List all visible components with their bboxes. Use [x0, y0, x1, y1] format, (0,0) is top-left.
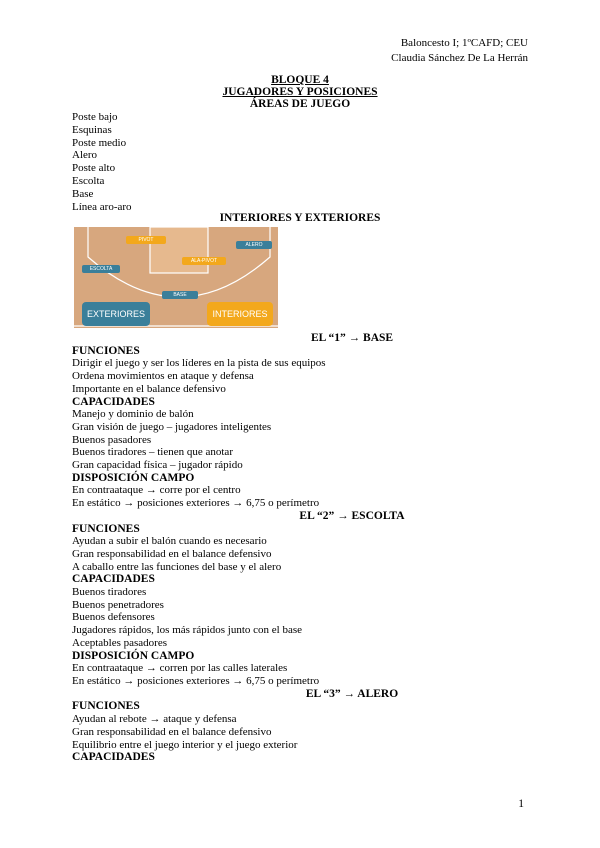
section-title: EL “1” → BASE: [310, 332, 394, 344]
funciones-heading: FUNCIONES: [72, 522, 140, 535]
list-item: Buenos tiradores – tienen que anotar: [72, 446, 233, 459]
court-diagram: [74, 227, 278, 328]
escolta-chip: ESCOLTA: [82, 265, 120, 273]
interiores-label: INTERIORES: [207, 302, 273, 326]
alero-chip: ALERO: [236, 241, 272, 249]
list-item: Línea aro-aro: [72, 200, 132, 213]
list-item: Buenos defensores: [72, 611, 155, 624]
list-item: Gran capacidad física – jugador rápido: [72, 459, 243, 472]
base-chip: BASE: [162, 291, 198, 299]
pivot-chip: PIVOT: [126, 236, 166, 244]
list-item: Gran visión de juego – jugadores inteligentes: [72, 420, 272, 433]
section-title: EL “3” → ALERO: [305, 687, 399, 700]
list-item: A caballo entre las funciones del base y el alero: [72, 560, 282, 573]
capacidades-heading: CAPACIDADES: [72, 573, 155, 586]
page-number: 1: [518, 798, 524, 810]
list-item: Manejo y dominio de balón: [72, 408, 194, 421]
list-item: Buenos pasadores: [72, 433, 152, 446]
disposicion-heading: DISPOSICIÓN CAMPO: [72, 649, 195, 662]
bloque-title: BLOQUE 4: [271, 74, 329, 86]
capacidades-heading: CAPACIDADES: [72, 395, 155, 408]
funciones-heading: FUNCIONES: [72, 344, 140, 357]
list-item: Esquinas: [72, 123, 112, 136]
list-item: Dirigir el juego y ser los líderes en la pista de sus equipos: [72, 357, 326, 370]
list-item: En contraataque → corren por las calles laterales: [72, 662, 288, 675]
jugadores-title: JUGADORES Y POSICIONES: [222, 86, 378, 98]
list-item: Poste bajo: [72, 111, 118, 123]
areas-list: [72, 111, 132, 213]
list-item: Jugadores rápidos, los más rápidos junto con el base: [72, 624, 303, 637]
list-item: Escolta: [72, 174, 105, 187]
list-item: Poste medio: [72, 136, 127, 149]
funciones-heading: FUNCIONES: [72, 700, 140, 713]
exteriores-label: EXTERIORES: [82, 302, 150, 326]
header-author: Claudia Sánchez De La Herrán: [391, 52, 528, 64]
section-base: [72, 332, 532, 764]
document-titles: [0, 74, 600, 110]
list-item: Base: [72, 187, 94, 200]
areas-title: ÁREAS DE JUEGO: [249, 98, 351, 110]
int-ext-title: INTERIORES Y EXTERIORES: [219, 212, 381, 224]
list-item: Aceptables pasadores: [72, 636, 167, 649]
list-item: En estático → posiciones exteriores → 6,75 o perímetro: [72, 674, 320, 687]
list-item: Ayudan a subir el balón cuando es necesario: [72, 535, 267, 548]
list-item: Importante en el balance defensivo: [72, 382, 226, 395]
list-item: En contraataque → corre por el centro: [72, 484, 241, 497]
list-item: Gran responsabilidad en el balance defensivo: [72, 547, 272, 560]
page-header: [391, 36, 528, 66]
list-item: Buenos penetradores: [72, 598, 164, 611]
disposicion-heading: DISPOSICIÓN CAMPO: [72, 471, 195, 484]
ala-pivot-chip: ALA-PIVOT: [182, 257, 226, 265]
header-course: Baloncesto I; 1ºCAFD; CEU: [400, 37, 528, 49]
list-item: En estático → posiciones exteriores → 6,75 o perímetro: [72, 497, 320, 510]
section-title: EL “2” → ESCOLTA: [299, 509, 405, 522]
list-item: Buenos tiradores: [72, 586, 147, 599]
list-item: Poste alto: [72, 162, 116, 175]
capacidades-heading: CAPACIDADES: [72, 751, 155, 764]
list-item: Ordena movimientos en ataque y defensa: [72, 370, 254, 383]
list-item: Ayudan al rebote → ataque y defensa: [72, 713, 237, 726]
list-item: Gran responsabilidad en el balance defensivo: [72, 725, 272, 738]
list-item: Alero: [72, 149, 98, 162]
list-item: Equilibrio entre el juego interior y el juego exterior: [72, 738, 298, 751]
